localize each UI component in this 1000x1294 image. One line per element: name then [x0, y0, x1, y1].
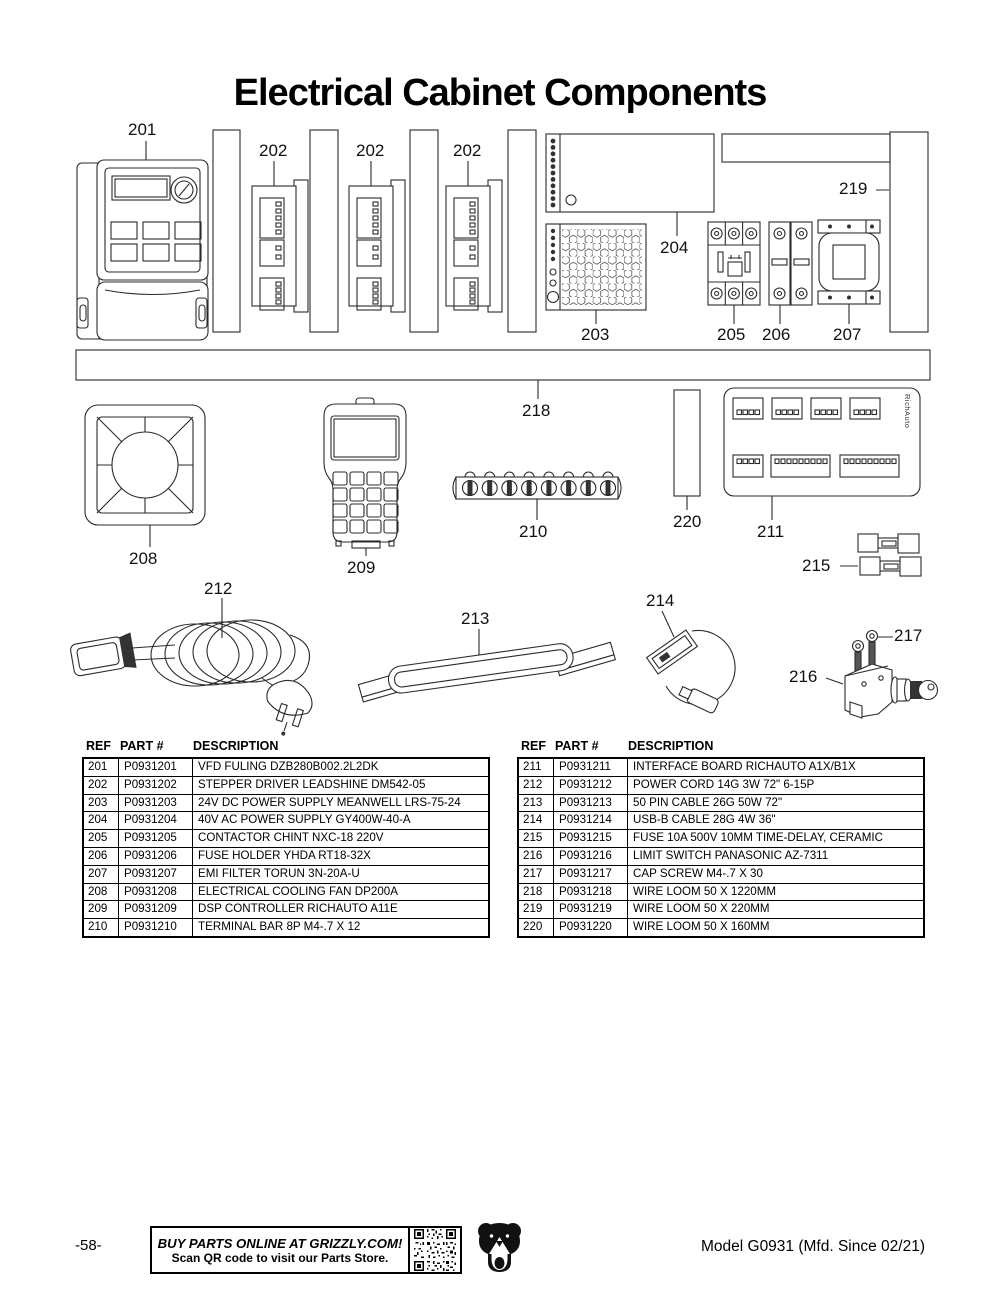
- fuse-drawings: [858, 534, 921, 576]
- callout-214: 214: [646, 591, 675, 610]
- cell-ref: 219: [519, 901, 554, 918]
- cell-ref: 209: [84, 901, 119, 918]
- banner-headline: BUY PARTS ONLINE AT GRIZZLY.COM!: [157, 1235, 403, 1251]
- table-row: [84, 829, 488, 847]
- parts-store-banner: [150, 1226, 462, 1274]
- callout-202b: 202: [356, 141, 385, 160]
- table-row: [84, 883, 488, 901]
- callout-204: 204: [660, 238, 689, 257]
- cell-part-number: P0931215: [554, 830, 628, 847]
- cell-part-number: P0931203: [119, 795, 193, 812]
- table-row: [519, 811, 923, 829]
- cooling-fan-drawing: [85, 405, 205, 525]
- callout-212: 212: [204, 579, 233, 598]
- page-title: Electrical Cabinet Components: [233, 72, 767, 114]
- cell-description: 24V DC POWER SUPPLY MEANWELL LRS-75-24: [198, 795, 461, 809]
- cell-part-number: P0931213: [554, 795, 628, 812]
- ac-power-supply-drawing: [546, 134, 714, 212]
- cell-part-number: P0931204: [119, 812, 193, 829]
- table-row: [84, 759, 488, 776]
- callout-211: 211: [757, 522, 785, 541]
- banner-subtext: Scan QR code to visit our Parts Store.: [171, 1250, 389, 1265]
- table-row: [84, 811, 488, 829]
- table-row: [84, 794, 488, 812]
- cell-ref: 206: [84, 848, 119, 865]
- cell-part-number: P0931209: [119, 901, 193, 918]
- cell-ref: 211: [519, 759, 554, 776]
- cell-description: FUSE HOLDER YHDA RT18-32X: [198, 848, 371, 862]
- table-row: [519, 776, 923, 794]
- table-header: [82, 739, 490, 754]
- power-cord-drawing: [69, 620, 317, 741]
- cell-description: INTERFACE BOARD RICHAUTO A1X/B1X: [633, 760, 856, 773]
- cell-part-number: P0931218: [554, 884, 628, 901]
- table-body: [517, 757, 925, 938]
- callout-213: 213: [461, 609, 490, 628]
- callout-206: 206: [762, 325, 791, 344]
- cell-description: WIRE LOOM 50 X 1220MM: [633, 884, 777, 898]
- page-number: -58-: [75, 1237, 102, 1254]
- column-header-part: PART #: [120, 739, 164, 753]
- cell-description: USB-B CABLE 28G 4W 36": [633, 813, 776, 827]
- cell-description: FUSE 10A 500V 10MM TIME-DELAY, CERAMIC: [633, 831, 883, 845]
- callout-208: 208: [129, 549, 158, 568]
- cell-ref: 204: [84, 812, 119, 829]
- callout-207: 207: [833, 325, 862, 344]
- dsp-controller-drawing: [324, 398, 406, 548]
- table-row: [519, 829, 923, 847]
- cell-description: 40V AC POWER SUPPLY GY400W-40-A: [198, 813, 411, 827]
- callout-219: 219: [839, 179, 868, 198]
- cell-part-number: P0931216: [554, 848, 628, 865]
- cell-part-number: P0931214: [554, 812, 628, 829]
- cell-part-number: P0931202: [119, 777, 193, 794]
- cell-ref: 220: [519, 919, 554, 936]
- qr-code-icon: [408, 1228, 460, 1272]
- table-row: [519, 883, 923, 901]
- callout-218: 218: [522, 401, 551, 420]
- emi-filter-drawing: [818, 220, 880, 304]
- callout-210: 210: [519, 522, 548, 541]
- callout-215: 215: [802, 556, 831, 575]
- cell-part-number: P0931208: [119, 884, 193, 901]
- cell-description: WIRE LOOM 50 X 160MM: [633, 920, 770, 934]
- cell-description: 50 PIN CABLE 26G 50W 72": [633, 795, 783, 809]
- cell-part-number: P0931219: [554, 901, 628, 918]
- table-row: [519, 865, 923, 883]
- callout-202a: 202: [259, 141, 288, 160]
- table-row: [84, 918, 488, 936]
- stepper-driver-drawings: [252, 180, 502, 312]
- dc-power-supply-drawing: [546, 224, 646, 310]
- cell-ref: 216: [519, 848, 554, 865]
- cell-description: WIRE LOOM 50 X 220MM: [633, 902, 770, 916]
- cell-description: ELECTRICAL COOLING FAN DP200A: [198, 884, 398, 898]
- banner-text: [152, 1228, 408, 1272]
- cell-part-number: P0931217: [554, 866, 628, 883]
- table-row: [84, 776, 488, 794]
- callout-201: 201: [128, 120, 157, 139]
- callout-216: 216: [789, 667, 818, 686]
- table-header: [517, 739, 925, 754]
- cell-ref: 215: [519, 830, 554, 847]
- fuse-holder-drawing: [769, 222, 812, 305]
- callout-217: 217: [894, 626, 923, 645]
- cell-ref: 207: [84, 866, 119, 883]
- cell-part-number: P0931207: [119, 866, 193, 883]
- parts-table-right: [517, 739, 925, 938]
- board-brand-text: RichAuto: [903, 394, 912, 429]
- cell-part-number: P0931212: [554, 777, 628, 794]
- cell-description: LIMIT SWITCH PANASONIC AZ-7311: [633, 848, 829, 862]
- cell-description: STEPPER DRIVER LEADSHINE DM542-05: [198, 777, 426, 791]
- vfd-drawing: [77, 160, 208, 340]
- contactor-drawing: [708, 222, 760, 305]
- limit-switch-drawing: [845, 631, 938, 719]
- cell-description: VFD FULING DZB280B002.2L2DK: [198, 760, 379, 773]
- column-header-description: DESCRIPTION: [193, 739, 279, 753]
- cell-description: CAP SCREW M4-.7 X 30: [633, 866, 763, 880]
- pin-cable-drawing: [358, 642, 615, 702]
- callout-203: 203: [581, 325, 610, 344]
- interface-board-drawing: [724, 388, 920, 496]
- cell-ref: 202: [84, 777, 119, 794]
- cell-ref: 213: [519, 795, 554, 812]
- table-row: [519, 794, 923, 812]
- table-row: [519, 759, 923, 776]
- table-row: [519, 918, 923, 936]
- cell-ref: 208: [84, 884, 119, 901]
- cell-ref: 201: [84, 759, 119, 776]
- cell-part-number: P0931211: [554, 759, 628, 776]
- parts-table-left: [82, 739, 490, 938]
- table-row: [519, 847, 923, 865]
- grizzly-bear-logo: [476, 1221, 523, 1273]
- column-header-description: DESCRIPTION: [628, 739, 714, 753]
- callout-202c: 202: [453, 141, 482, 160]
- model-note: Model G0931 (Mfd. Since 02/21): [700, 1238, 925, 1255]
- cell-description: POWER CORD 14G 3W 72" 6-15P: [633, 777, 815, 791]
- cell-description: DSP CONTROLLER RICHAUTO A11E: [198, 902, 398, 916]
- callout-205: 205: [717, 325, 746, 344]
- cell-description: TERMINAL BAR 8P M4-.7 X 12: [198, 920, 361, 934]
- usb-cable-drawing: [647, 630, 735, 714]
- cell-ref: 203: [84, 795, 119, 812]
- table-row: [84, 865, 488, 883]
- callout-220: 220: [673, 512, 702, 531]
- cell-part-number: P0931205: [119, 830, 193, 847]
- cell-ref: 205: [84, 830, 119, 847]
- terminal-bar-drawing: [453, 472, 621, 499]
- column-header-part: PART #: [555, 739, 599, 753]
- table-body: [82, 757, 490, 938]
- cell-ref: 214: [519, 812, 554, 829]
- cell-part-number: P0931201: [119, 759, 193, 776]
- table-row: [519, 900, 923, 918]
- cell-ref: 212: [519, 777, 554, 794]
- cell-part-number: P0931210: [119, 919, 193, 936]
- column-header-ref: REF: [521, 739, 546, 753]
- table-row: [84, 847, 488, 865]
- cell-ref: 210: [84, 919, 119, 936]
- cell-part-number: P0931220: [554, 919, 628, 936]
- cell-ref: 218: [519, 884, 554, 901]
- cell-part-number: P0931206: [119, 848, 193, 865]
- table-row: [84, 900, 488, 918]
- cell-description: CONTACTOR CHINT NXC-18 220V: [198, 831, 384, 845]
- cell-description: EMI FILTER TORUN 3N-20A-U: [198, 866, 360, 880]
- cell-ref: 217: [519, 866, 554, 883]
- callout-209: 209: [347, 558, 376, 577]
- column-header-ref: REF: [86, 739, 111, 753]
